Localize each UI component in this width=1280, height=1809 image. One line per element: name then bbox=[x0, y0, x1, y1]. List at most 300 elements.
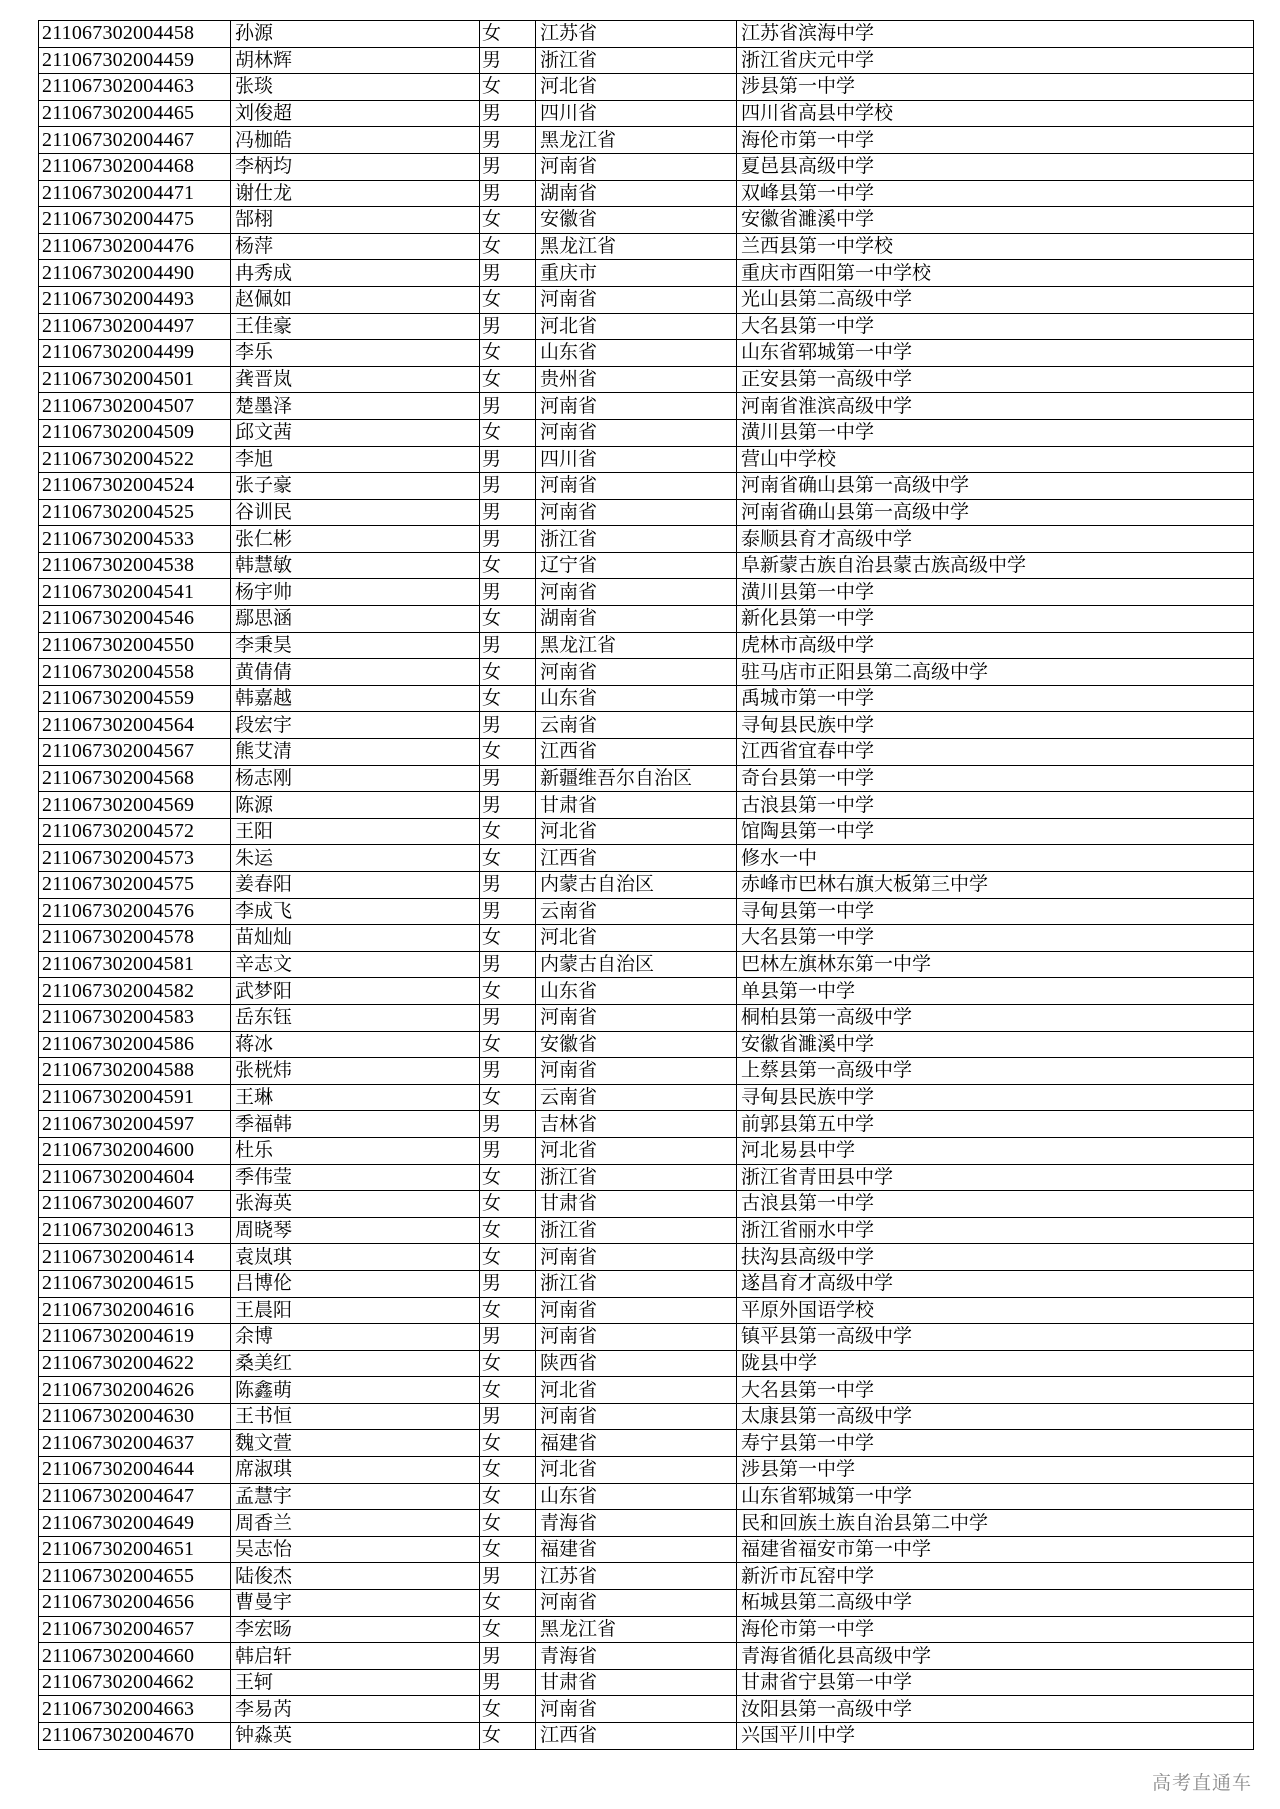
school-cell: 大名县第一中学 bbox=[737, 925, 1254, 952]
student-name-cell: 席淑琪 bbox=[231, 1457, 480, 1484]
student-id-cell: 211067302004600 bbox=[39, 1137, 231, 1164]
student-name-cell: 楚墨泽 bbox=[231, 393, 480, 420]
school-cell: 寿宁县第一中学 bbox=[737, 1430, 1254, 1457]
school-cell: 涉县第一中学 bbox=[737, 1457, 1254, 1484]
student-id-cell: 211067302004630 bbox=[39, 1403, 231, 1430]
gender-cell: 女 bbox=[480, 1723, 536, 1750]
student-name-cell: 王书恒 bbox=[231, 1403, 480, 1430]
school-cell: 大名县第一中学 bbox=[737, 313, 1254, 340]
student-name-cell: 辛志文 bbox=[231, 951, 480, 978]
gender-cell: 女 bbox=[480, 207, 536, 234]
table-row bbox=[39, 1590, 1254, 1617]
table-row bbox=[39, 898, 1254, 925]
table-row bbox=[39, 872, 1254, 899]
province-cell: 贵州省 bbox=[536, 366, 737, 393]
student-name-cell: 季伟莹 bbox=[231, 1164, 480, 1191]
student-id-cell: 211067302004471 bbox=[39, 180, 231, 207]
student-id-cell: 211067302004458 bbox=[39, 21, 231, 48]
province-cell: 河南省 bbox=[536, 1058, 737, 1085]
student-name-cell: 段宏宇 bbox=[231, 712, 480, 739]
gender-cell: 女 bbox=[480, 1244, 536, 1271]
province-cell: 陕西省 bbox=[536, 1350, 737, 1377]
gender-cell: 女 bbox=[480, 74, 536, 101]
student-name-cell: 孟慧宇 bbox=[231, 1483, 480, 1510]
province-cell: 河南省 bbox=[536, 419, 737, 446]
student-name-cell: 胡林辉 bbox=[231, 47, 480, 74]
table-row bbox=[39, 685, 1254, 712]
table-row bbox=[39, 951, 1254, 978]
school-cell: 柘城县第二高级中学 bbox=[737, 1590, 1254, 1617]
table-row bbox=[39, 1324, 1254, 1351]
gender-cell: 女 bbox=[480, 366, 536, 393]
table-row bbox=[39, 1164, 1254, 1191]
school-cell: 浙江省丽水中学 bbox=[737, 1217, 1254, 1244]
student-name-cell: 谢仕龙 bbox=[231, 180, 480, 207]
province-cell: 黑龙江省 bbox=[536, 1616, 737, 1643]
gender-cell: 女 bbox=[480, 1430, 536, 1457]
gender-cell: 男 bbox=[480, 579, 536, 606]
student-name-cell: 邱文茜 bbox=[231, 419, 480, 446]
table-row bbox=[39, 207, 1254, 234]
student-name-cell: 黄倩倩 bbox=[231, 659, 480, 686]
school-cell: 安徽省濉溪中学 bbox=[737, 1031, 1254, 1058]
student-id-cell: 211067302004622 bbox=[39, 1350, 231, 1377]
province-cell: 四川省 bbox=[536, 446, 737, 473]
table-row bbox=[39, 1616, 1254, 1643]
school-cell: 泰顺县育才高级中学 bbox=[737, 526, 1254, 553]
province-cell: 河北省 bbox=[536, 1137, 737, 1164]
province-cell: 江苏省 bbox=[536, 1563, 737, 1590]
table-row bbox=[39, 473, 1254, 500]
student-name-cell: 蒋冰 bbox=[231, 1031, 480, 1058]
table-row bbox=[39, 127, 1254, 154]
gender-cell: 男 bbox=[480, 100, 536, 127]
province-cell: 河北省 bbox=[536, 818, 737, 845]
student-id-cell: 211067302004604 bbox=[39, 1164, 231, 1191]
school-cell: 山东省郓城第一中学 bbox=[737, 1483, 1254, 1510]
school-cell: 大名县第一中学 bbox=[737, 1377, 1254, 1404]
school-cell: 浙江省青田县中学 bbox=[737, 1164, 1254, 1191]
student-name-cell: 吴志怡 bbox=[231, 1536, 480, 1563]
student-name-cell: 杨萍 bbox=[231, 233, 480, 260]
province-cell: 浙江省 bbox=[536, 1164, 737, 1191]
table-row bbox=[39, 739, 1254, 766]
school-cell: 新沂市瓦窑中学 bbox=[737, 1563, 1254, 1590]
gender-cell: 女 bbox=[480, 1483, 536, 1510]
student-name-cell: 龚晋岚 bbox=[231, 366, 480, 393]
watermark: 高考直通车 bbox=[1151, 1772, 1252, 1794]
gender-cell: 女 bbox=[480, 1457, 536, 1484]
student-name-cell: 姜春阳 bbox=[231, 872, 480, 899]
student-name-cell: 韩启轩 bbox=[231, 1643, 480, 1670]
table-row bbox=[39, 978, 1254, 1005]
school-cell: 桐柏县第一高级中学 bbox=[737, 1004, 1254, 1031]
table-row bbox=[39, 1084, 1254, 1111]
gender-cell: 女 bbox=[480, 233, 536, 260]
gender-cell: 女 bbox=[480, 419, 536, 446]
gender-cell: 男 bbox=[480, 260, 536, 287]
gender-cell: 女 bbox=[480, 845, 536, 872]
student-name-cell: 李秉昊 bbox=[231, 632, 480, 659]
student-id-cell: 211067302004475 bbox=[39, 207, 231, 234]
school-cell: 镇平县第一高级中学 bbox=[737, 1324, 1254, 1351]
province-cell: 湖南省 bbox=[536, 606, 737, 633]
student-name-cell: 魏文萱 bbox=[231, 1430, 480, 1457]
gender-cell: 女 bbox=[480, 286, 536, 313]
student-id-cell: 211067302004558 bbox=[39, 659, 231, 686]
province-cell: 河南省 bbox=[536, 1590, 737, 1617]
gender-cell: 男 bbox=[480, 898, 536, 925]
gender-cell: 女 bbox=[480, 1536, 536, 1563]
student-id-cell: 211067302004614 bbox=[39, 1244, 231, 1271]
school-cell: 营山中学校 bbox=[737, 446, 1254, 473]
school-cell: 阜新蒙古族自治县蒙古族高级中学 bbox=[737, 552, 1254, 579]
student-id-cell: 211067302004613 bbox=[39, 1217, 231, 1244]
province-cell: 河南省 bbox=[536, 659, 737, 686]
table-row bbox=[39, 659, 1254, 686]
province-cell: 河南省 bbox=[536, 393, 737, 420]
school-cell: 兴国平川中学 bbox=[737, 1723, 1254, 1750]
table-row bbox=[39, 818, 1254, 845]
gender-cell: 男 bbox=[480, 526, 536, 553]
table-row bbox=[39, 499, 1254, 526]
province-cell: 四川省 bbox=[536, 100, 737, 127]
province-cell: 江苏省 bbox=[536, 21, 737, 48]
student-id-cell: 211067302004550 bbox=[39, 632, 231, 659]
table-row bbox=[39, 1696, 1254, 1723]
province-cell: 河南省 bbox=[536, 1696, 737, 1723]
province-cell: 内蒙古自治区 bbox=[536, 872, 737, 899]
table-row bbox=[39, 712, 1254, 739]
student-id-cell: 211067302004615 bbox=[39, 1270, 231, 1297]
province-cell: 江西省 bbox=[536, 1723, 737, 1750]
table-row bbox=[39, 792, 1254, 819]
student-id-cell: 211067302004546 bbox=[39, 606, 231, 633]
province-cell: 河南省 bbox=[536, 1297, 737, 1324]
province-cell: 河北省 bbox=[536, 74, 737, 101]
gender-cell: 男 bbox=[480, 1643, 536, 1670]
table-row bbox=[39, 74, 1254, 101]
student-id-cell: 211067302004465 bbox=[39, 100, 231, 127]
student-id-cell: 211067302004541 bbox=[39, 579, 231, 606]
gender-cell: 男 bbox=[480, 1403, 536, 1430]
gender-cell: 女 bbox=[480, 1084, 536, 1111]
student-id-cell: 211067302004533 bbox=[39, 526, 231, 553]
table-row bbox=[39, 1536, 1254, 1563]
table-row bbox=[39, 1669, 1254, 1696]
school-cell: 河南省确山县第一高级中学 bbox=[737, 473, 1254, 500]
student-id-cell: 211067302004626 bbox=[39, 1377, 231, 1404]
gender-cell: 男 bbox=[480, 180, 536, 207]
gender-cell: 女 bbox=[480, 606, 536, 633]
province-cell: 浙江省 bbox=[536, 1217, 737, 1244]
province-cell: 河北省 bbox=[536, 925, 737, 952]
school-cell: 重庆市酉阳第一中学校 bbox=[737, 260, 1254, 287]
student-name-cell: 季福韩 bbox=[231, 1111, 480, 1138]
gender-cell: 男 bbox=[480, 712, 536, 739]
student-name-cell: 吕博伦 bbox=[231, 1270, 480, 1297]
school-cell: 双峰县第一中学 bbox=[737, 180, 1254, 207]
student-id-cell: 211067302004525 bbox=[39, 499, 231, 526]
gender-cell: 男 bbox=[480, 1563, 536, 1590]
school-cell: 上蔡县第一高级中学 bbox=[737, 1058, 1254, 1085]
student-id-cell: 211067302004663 bbox=[39, 1696, 231, 1723]
province-cell: 山东省 bbox=[536, 1483, 737, 1510]
student-id-cell: 211067302004655 bbox=[39, 1563, 231, 1590]
gender-cell: 女 bbox=[480, 1590, 536, 1617]
student-name-cell: 王晨阳 bbox=[231, 1297, 480, 1324]
gender-cell: 男 bbox=[480, 446, 536, 473]
school-cell: 夏邑县高级中学 bbox=[737, 153, 1254, 180]
student-name-cell: 陆俊杰 bbox=[231, 1563, 480, 1590]
student-name-cell: 韩嘉越 bbox=[231, 685, 480, 712]
student-name-cell: 朱运 bbox=[231, 845, 480, 872]
province-cell: 江西省 bbox=[536, 845, 737, 872]
student-id-cell: 211067302004607 bbox=[39, 1191, 231, 1218]
student-name-cell: 王佳豪 bbox=[231, 313, 480, 340]
school-cell: 河南省确山县第一高级中学 bbox=[737, 499, 1254, 526]
school-cell: 寻甸县第一中学 bbox=[737, 898, 1254, 925]
gender-cell: 男 bbox=[480, 1324, 536, 1351]
school-cell: 古浪县第一中学 bbox=[737, 1191, 1254, 1218]
table-row bbox=[39, 1350, 1254, 1377]
table-row bbox=[39, 340, 1254, 367]
student-name-cell: 袁岚琪 bbox=[231, 1244, 480, 1271]
school-cell: 河南省淮滨高级中学 bbox=[737, 393, 1254, 420]
student-name-cell: 刘俊超 bbox=[231, 100, 480, 127]
province-cell: 浙江省 bbox=[536, 526, 737, 553]
gender-cell: 女 bbox=[480, 1377, 536, 1404]
table-row bbox=[39, 366, 1254, 393]
table-row bbox=[39, 393, 1254, 420]
student-id-cell: 211067302004573 bbox=[39, 845, 231, 872]
gender-cell: 男 bbox=[480, 765, 536, 792]
gender-cell: 男 bbox=[480, 632, 536, 659]
table-row bbox=[39, 1563, 1254, 1590]
table-row bbox=[39, 1217, 1254, 1244]
student-id-cell: 211067302004569 bbox=[39, 792, 231, 819]
province-cell: 内蒙古自治区 bbox=[536, 951, 737, 978]
gender-cell: 女 bbox=[480, 1217, 536, 1244]
table-row bbox=[39, 1297, 1254, 1324]
student-name-cell: 李易芮 bbox=[231, 1696, 480, 1723]
province-cell: 甘肃省 bbox=[536, 792, 737, 819]
province-cell: 河南省 bbox=[536, 1244, 737, 1271]
province-cell: 河南省 bbox=[536, 1004, 737, 1031]
student-name-cell: 李柄均 bbox=[231, 153, 480, 180]
student-name-cell: 苗灿灿 bbox=[231, 925, 480, 952]
gender-cell: 女 bbox=[480, 1510, 536, 1537]
province-cell: 福建省 bbox=[536, 1430, 737, 1457]
school-cell: 巴林左旗林东第一中学 bbox=[737, 951, 1254, 978]
table-row bbox=[39, 526, 1254, 553]
student-id-cell: 211067302004501 bbox=[39, 366, 231, 393]
gender-cell: 女 bbox=[480, 818, 536, 845]
school-cell: 扶沟县高级中学 bbox=[737, 1244, 1254, 1271]
student-id-cell: 211067302004476 bbox=[39, 233, 231, 260]
school-cell: 遂昌育才高级中学 bbox=[737, 1270, 1254, 1297]
school-cell: 寻甸县民族中学 bbox=[737, 712, 1254, 739]
school-cell: 光山县第二高级中学 bbox=[737, 286, 1254, 313]
school-cell: 涉县第一中学 bbox=[737, 74, 1254, 101]
table-row bbox=[39, 260, 1254, 287]
student-id-cell: 211067302004651 bbox=[39, 1536, 231, 1563]
school-cell: 正安县第一高级中学 bbox=[737, 366, 1254, 393]
student-name-cell: 王阳 bbox=[231, 818, 480, 845]
gender-cell: 女 bbox=[480, 552, 536, 579]
table-body bbox=[39, 21, 1254, 1750]
student-name-cell: 孙源 bbox=[231, 21, 480, 48]
student-id-cell: 211067302004657 bbox=[39, 1616, 231, 1643]
school-cell: 海伦市第一中学 bbox=[737, 127, 1254, 154]
gender-cell: 女 bbox=[480, 21, 536, 48]
school-cell: 馆陶县第一中学 bbox=[737, 818, 1254, 845]
school-cell: 民和回族土族自治县第二中学 bbox=[737, 1510, 1254, 1537]
school-cell: 甘肃省宁县第一中学 bbox=[737, 1669, 1254, 1696]
school-cell: 河北易县中学 bbox=[737, 1137, 1254, 1164]
gender-cell: 男 bbox=[480, 1270, 536, 1297]
table-row bbox=[39, 1457, 1254, 1484]
school-cell: 陇县中学 bbox=[737, 1350, 1254, 1377]
student-id-cell: 211067302004597 bbox=[39, 1111, 231, 1138]
province-cell: 河北省 bbox=[536, 1377, 737, 1404]
student-name-cell: 李旭 bbox=[231, 446, 480, 473]
province-cell: 河南省 bbox=[536, 473, 737, 500]
province-cell: 河南省 bbox=[536, 153, 737, 180]
table-row bbox=[39, 1643, 1254, 1670]
student-id-cell: 211067302004524 bbox=[39, 473, 231, 500]
gender-cell: 男 bbox=[480, 473, 536, 500]
table-row bbox=[39, 1137, 1254, 1164]
gender-cell: 女 bbox=[480, 739, 536, 766]
province-cell: 重庆市 bbox=[536, 260, 737, 287]
student-name-cell: 张桄炜 bbox=[231, 1058, 480, 1085]
table-row bbox=[39, 233, 1254, 260]
student-name-cell: 韩慧敏 bbox=[231, 552, 480, 579]
student-name-cell: 张子豪 bbox=[231, 473, 480, 500]
province-cell: 河南省 bbox=[536, 499, 737, 526]
table-row bbox=[39, 153, 1254, 180]
table-row bbox=[39, 21, 1254, 48]
student-id-cell: 211067302004568 bbox=[39, 765, 231, 792]
gender-cell: 女 bbox=[480, 340, 536, 367]
province-cell: 云南省 bbox=[536, 1084, 737, 1111]
province-cell: 湖南省 bbox=[536, 180, 737, 207]
student-id-cell: 211067302004647 bbox=[39, 1483, 231, 1510]
student-id-cell: 211067302004578 bbox=[39, 925, 231, 952]
gender-cell: 男 bbox=[480, 499, 536, 526]
school-cell: 潢川县第一中学 bbox=[737, 579, 1254, 606]
table-row bbox=[39, 313, 1254, 340]
province-cell: 山东省 bbox=[536, 340, 737, 367]
gender-cell: 男 bbox=[480, 127, 536, 154]
student-id-cell: 211067302004572 bbox=[39, 818, 231, 845]
table-row bbox=[39, 100, 1254, 127]
province-cell: 河南省 bbox=[536, 1403, 737, 1430]
student-name-cell: 赵佩如 bbox=[231, 286, 480, 313]
student-name-cell: 王轲 bbox=[231, 1669, 480, 1696]
school-cell: 平原外国语学校 bbox=[737, 1297, 1254, 1324]
student-id-cell: 211067302004670 bbox=[39, 1723, 231, 1750]
student-name-cell: 杨志刚 bbox=[231, 765, 480, 792]
student-id-cell: 211067302004499 bbox=[39, 340, 231, 367]
school-cell: 新化县第一中学 bbox=[737, 606, 1254, 633]
school-cell: 海伦市第一中学 bbox=[737, 1616, 1254, 1643]
gender-cell: 女 bbox=[480, 1616, 536, 1643]
student-name-cell: 谷训民 bbox=[231, 499, 480, 526]
school-cell: 前郭县第五中学 bbox=[737, 1111, 1254, 1138]
student-id-cell: 211067302004656 bbox=[39, 1590, 231, 1617]
school-cell: 江苏省滨海中学 bbox=[737, 21, 1254, 48]
table-row bbox=[39, 845, 1254, 872]
student-id-cell: 211067302004490 bbox=[39, 260, 231, 287]
student-id-cell: 211067302004644 bbox=[39, 1457, 231, 1484]
province-cell: 山东省 bbox=[536, 978, 737, 1005]
province-cell: 河南省 bbox=[536, 1324, 737, 1351]
student-name-cell: 周晓琴 bbox=[231, 1217, 480, 1244]
gender-cell: 男 bbox=[480, 1137, 536, 1164]
student-id-cell: 211067302004662 bbox=[39, 1669, 231, 1696]
student-id-cell: 211067302004459 bbox=[39, 47, 231, 74]
student-name-cell: 陈源 bbox=[231, 792, 480, 819]
student-id-cell: 211067302004586 bbox=[39, 1031, 231, 1058]
student-name-cell: 杨宇帅 bbox=[231, 579, 480, 606]
province-cell: 河南省 bbox=[536, 286, 737, 313]
student-id-cell: 211067302004649 bbox=[39, 1510, 231, 1537]
school-cell: 汝阳县第一高级中学 bbox=[737, 1696, 1254, 1723]
gender-cell: 男 bbox=[480, 153, 536, 180]
table-row bbox=[39, 1403, 1254, 1430]
gender-cell: 女 bbox=[480, 978, 536, 1005]
table-row bbox=[39, 1244, 1254, 1271]
student-id-cell: 211067302004497 bbox=[39, 313, 231, 340]
student-id-cell: 211067302004637 bbox=[39, 1430, 231, 1457]
student-id-cell: 211067302004582 bbox=[39, 978, 231, 1005]
province-cell: 浙江省 bbox=[536, 1270, 737, 1297]
gender-cell: 男 bbox=[480, 951, 536, 978]
table-row bbox=[39, 180, 1254, 207]
table-row bbox=[39, 1430, 1254, 1457]
student-id-cell: 211067302004575 bbox=[39, 872, 231, 899]
province-cell: 安徽省 bbox=[536, 1031, 737, 1058]
province-cell: 新疆维吾尔自治区 bbox=[536, 765, 737, 792]
student-id-cell: 211067302004567 bbox=[39, 739, 231, 766]
student-name-cell: 周香兰 bbox=[231, 1510, 480, 1537]
student-id-cell: 211067302004588 bbox=[39, 1058, 231, 1085]
table-row bbox=[39, 1270, 1254, 1297]
province-cell: 河南省 bbox=[536, 579, 737, 606]
province-cell: 云南省 bbox=[536, 712, 737, 739]
student-id-cell: 211067302004493 bbox=[39, 286, 231, 313]
gender-cell: 男 bbox=[480, 792, 536, 819]
gender-cell: 女 bbox=[480, 1350, 536, 1377]
school-cell: 古浪县第一中学 bbox=[737, 792, 1254, 819]
student-id-cell: 211067302004509 bbox=[39, 419, 231, 446]
gender-cell: 男 bbox=[480, 1669, 536, 1696]
school-cell: 安徽省濉溪中学 bbox=[737, 207, 1254, 234]
school-cell: 浙江省庆元中学 bbox=[737, 47, 1254, 74]
student-name-cell: 张琰 bbox=[231, 74, 480, 101]
school-cell: 修水一中 bbox=[737, 845, 1254, 872]
school-cell: 潢川县第一中学 bbox=[737, 419, 1254, 446]
student-name-cell: 陈鑫萌 bbox=[231, 1377, 480, 1404]
student-id-cell: 211067302004559 bbox=[39, 685, 231, 712]
gender-cell: 男 bbox=[480, 393, 536, 420]
student-name-cell: 武梦阳 bbox=[231, 978, 480, 1005]
student-id-cell: 211067302004660 bbox=[39, 1643, 231, 1670]
student-id-cell: 211067302004538 bbox=[39, 552, 231, 579]
school-cell: 驻马店市正阳县第二高级中学 bbox=[737, 659, 1254, 686]
